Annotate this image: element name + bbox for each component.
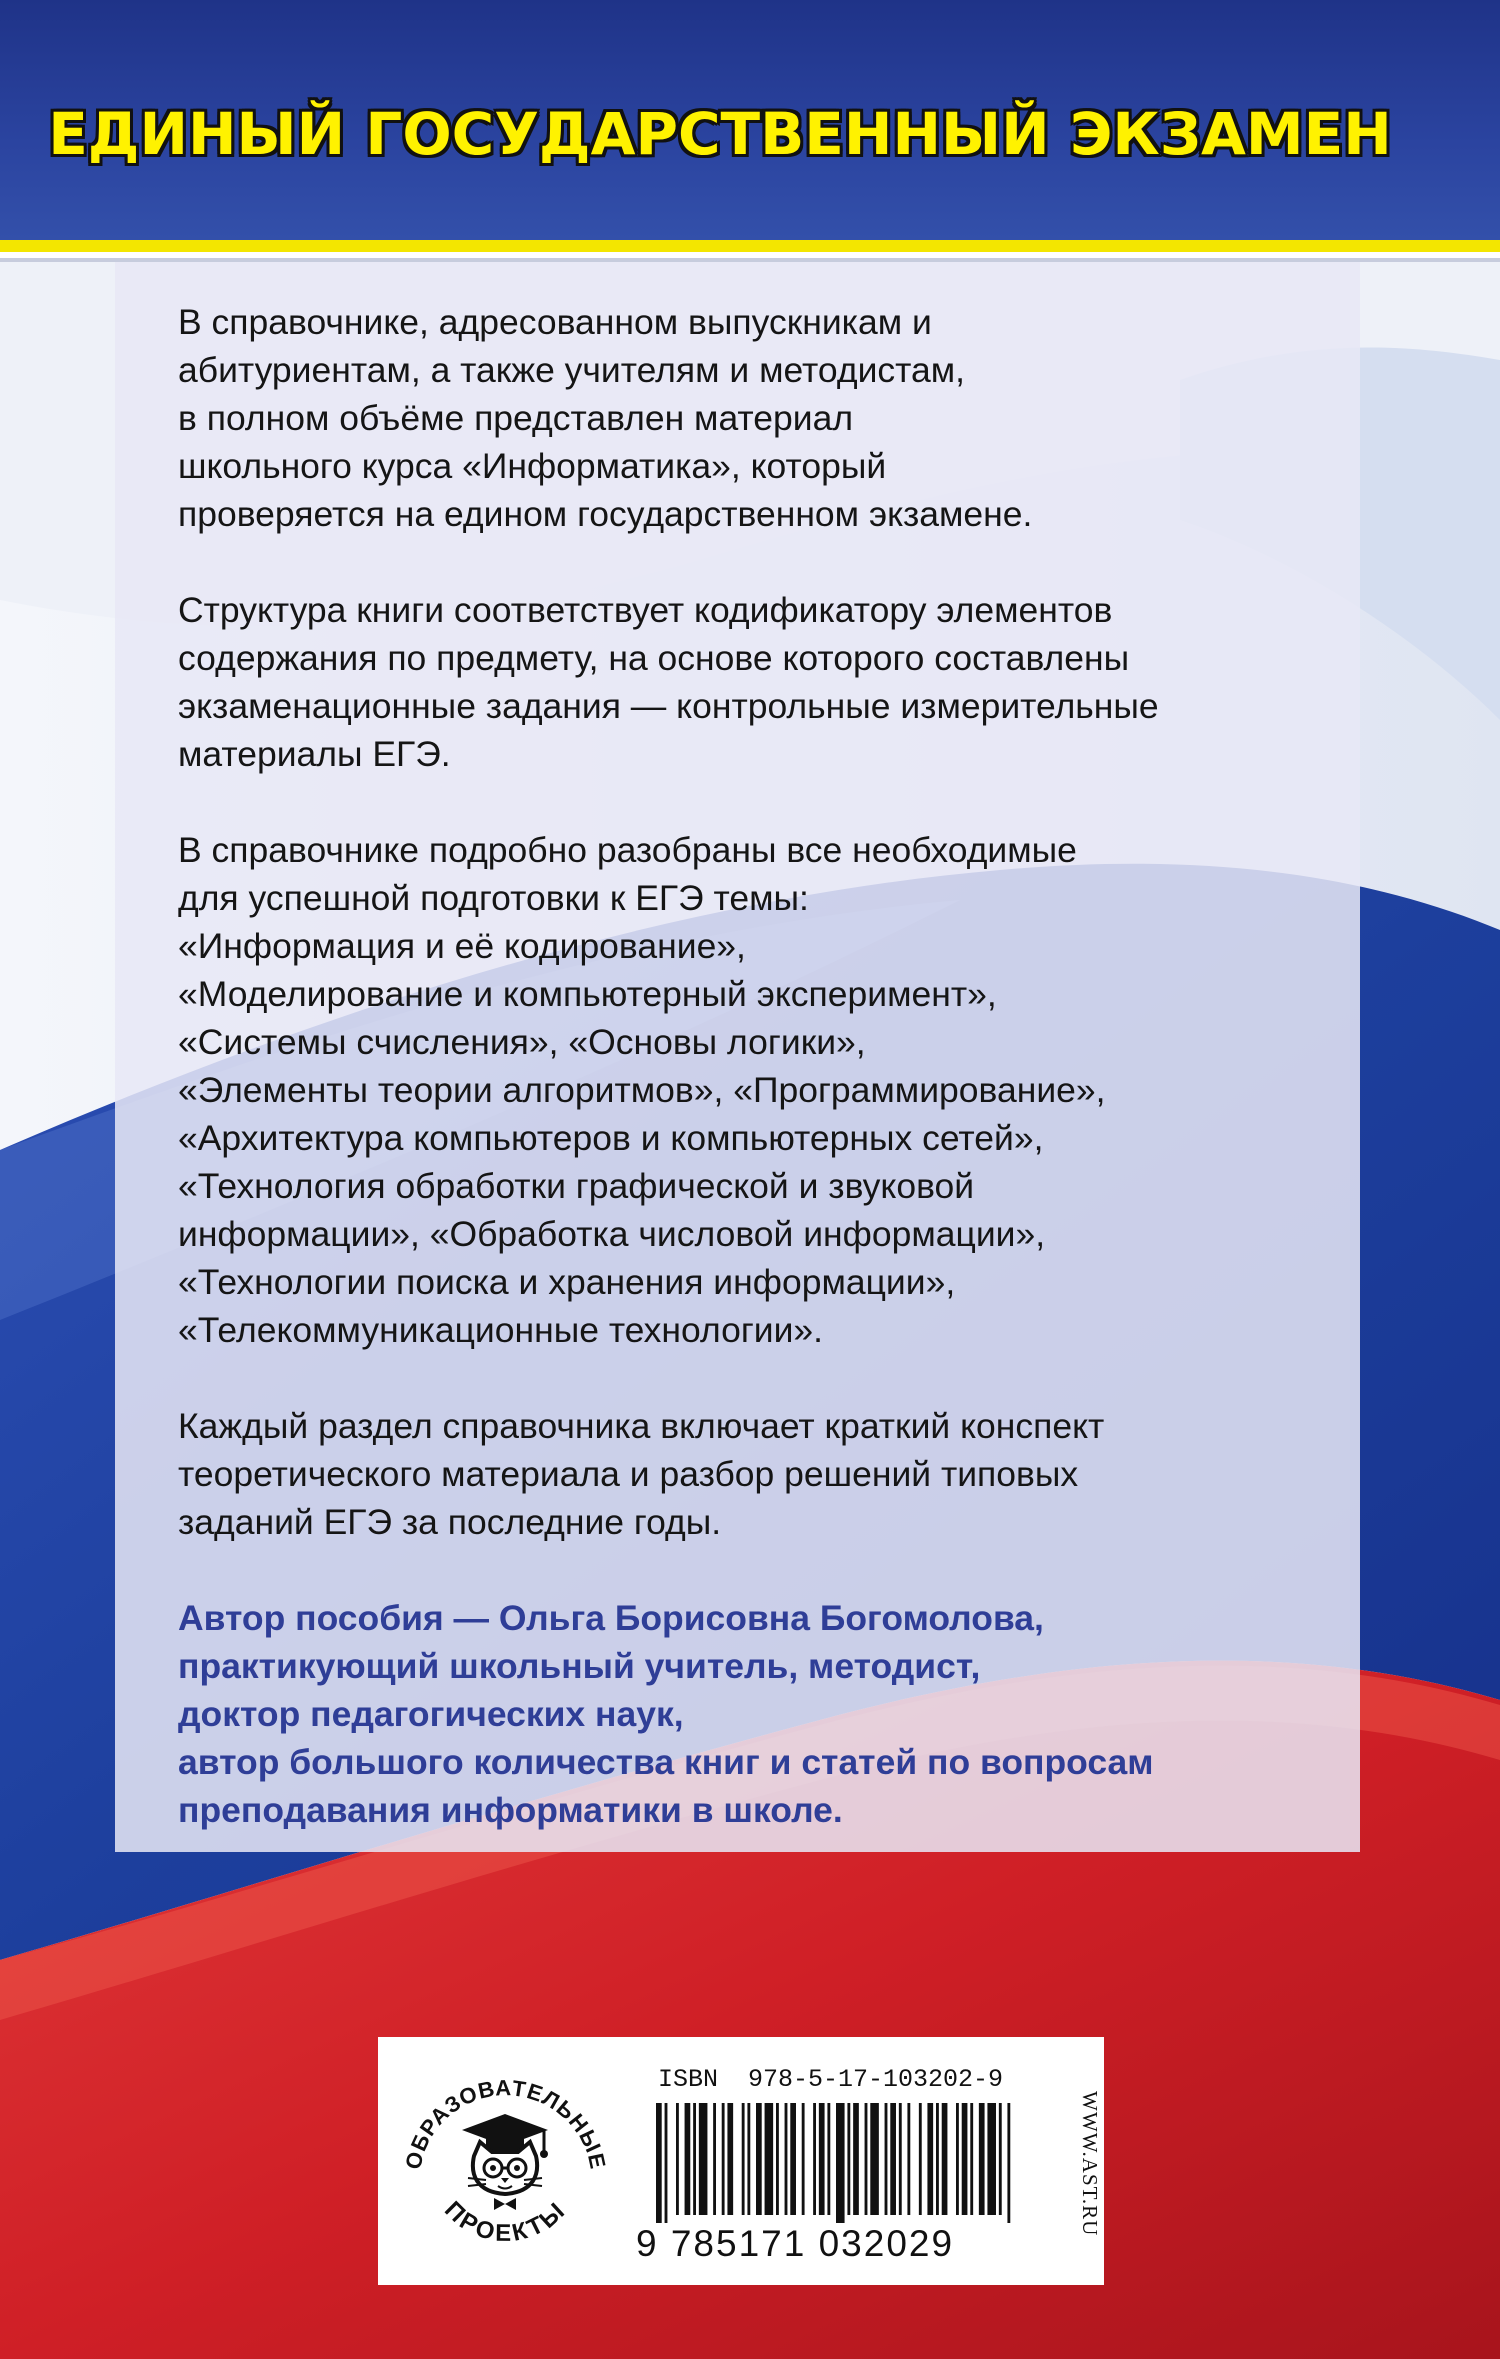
text-line: «Элементы теории алгоритмов», «Программирование», bbox=[178, 1070, 1106, 1110]
barcode-bar bbox=[919, 2103, 922, 2215]
text-line: Каждый раздел справочника включает краткий конспект bbox=[178, 1406, 1105, 1446]
text-line: для успешной подготовки к ЕГЭ темы: bbox=[178, 878, 809, 918]
text-line: «Телекоммуникационные технологии». bbox=[178, 1310, 824, 1350]
author-line: преподавания информатики в школе. bbox=[178, 1790, 843, 1830]
logo-arc-bottom-text: ПРОЕКТЫ bbox=[439, 2195, 573, 2248]
barcode-digits: 9 785171 032029 bbox=[636, 2223, 955, 2264]
barcode-bar bbox=[676, 2103, 679, 2215]
author-line: автор большого количества книг и статей по вопросам bbox=[178, 1742, 1154, 1782]
barcode-bar bbox=[942, 2103, 948, 2215]
barcode-bar bbox=[776, 2103, 779, 2215]
isbn-label: ISBN 978-5-17-103202-9 bbox=[658, 2065, 1004, 2094]
text-line: материалы ЕГЭ. bbox=[178, 734, 451, 774]
text-line: экзаменационные задания — контрольные измерительные bbox=[178, 686, 1159, 726]
barcode-bar bbox=[899, 2103, 902, 2215]
barcode-bar bbox=[987, 2103, 996, 2215]
barcode-bar bbox=[819, 2103, 825, 2215]
text-line: «Технологии поиска и хранения информации», bbox=[178, 1262, 956, 1302]
barcode-bar bbox=[722, 2103, 725, 2215]
text-line: «Архитектура компьютеров и компьютерных сетей», bbox=[178, 1118, 1044, 1158]
barcode-bar bbox=[747, 2103, 750, 2215]
text-line: теоретического материала и разбор решений типовых bbox=[178, 1454, 1079, 1494]
barcode-bar bbox=[727, 2103, 733, 2215]
barcode-bar bbox=[999, 2103, 1002, 2215]
barcode-bar bbox=[962, 2103, 968, 2215]
text-line: в полном объёме представлен материал bbox=[178, 398, 854, 438]
barcode-bar bbox=[813, 2103, 816, 2215]
text-line: «Моделирование и компьютерный эксперимент», bbox=[178, 974, 997, 1014]
barcode-bar bbox=[742, 2103, 745, 2215]
text-line: проверяется на едином государственном экзамене. bbox=[178, 494, 1033, 534]
barcode-bar bbox=[665, 2103, 668, 2223]
logo-arc-top-text: ОБРАЗОВАТЕЛЬНЫЕ bbox=[400, 2075, 611, 2172]
text-line: «Технология обработки графической и звуковой bbox=[178, 1166, 975, 1206]
svg-text:ПРОЕКТЫ bbox=[439, 2196, 572, 2247]
paragraph-sections bbox=[178, 1402, 1328, 1546]
text-line: «Информация и её кодирование», bbox=[178, 926, 746, 966]
publisher-logo bbox=[398, 2052, 613, 2272]
paragraph-intro bbox=[178, 298, 1328, 538]
barcode-bar bbox=[970, 2103, 973, 2215]
barcode-bar bbox=[979, 2103, 985, 2215]
paragraph-structure bbox=[178, 586, 1328, 778]
barcode-bar bbox=[865, 2103, 868, 2215]
text-line: заданий ЕГЭ за последние годы. bbox=[178, 1502, 722, 1542]
author-line: Автор пособия — Ольга Борисовна Богомолова, bbox=[178, 1598, 1044, 1638]
website-url: WWW.AST.RU bbox=[1078, 2091, 1102, 2237]
barcode-bar bbox=[885, 2103, 888, 2215]
text-line: школьного курса «Информатика», который bbox=[178, 446, 887, 486]
barcode-bar bbox=[693, 2103, 696, 2215]
barcode-bar bbox=[656, 2103, 662, 2223]
description-text bbox=[178, 298, 1328, 1882]
barcode-bar bbox=[956, 2103, 959, 2215]
barcode-bar bbox=[870, 2103, 879, 2215]
author-line: доктор педагогических наук, bbox=[178, 1694, 684, 1734]
barcode-bar bbox=[836, 2103, 845, 2223]
barcode-bar bbox=[1007, 2103, 1010, 2223]
barcode-bar bbox=[802, 2103, 805, 2215]
text-line: В справочнике, адресованном выпускникам и bbox=[178, 302, 932, 342]
barcode-bar bbox=[853, 2103, 859, 2215]
barcode-bar bbox=[699, 2103, 708, 2215]
barcode-bar bbox=[890, 2103, 896, 2215]
isbn-block bbox=[378, 2037, 1104, 2285]
series-title: ЕДИНЫЙ ГОСУДАРСТВЕННЫЙ ЭКЗАМЕН bbox=[48, 100, 1392, 168]
text-line: абитуриентам, а также учителям и методистам, bbox=[178, 350, 966, 390]
barcode-bar bbox=[936, 2103, 939, 2215]
text-line: содержания по предмету, на основе которого составлены bbox=[178, 638, 1130, 678]
barcode-bar bbox=[713, 2103, 716, 2215]
barcode-bar bbox=[790, 2103, 796, 2215]
text-line: «Системы счисления», «Основы логики», bbox=[178, 1022, 866, 1062]
paragraph-topics bbox=[178, 826, 1328, 1354]
text-line: В справочнике подробно разобраны все необходимые bbox=[178, 830, 1077, 870]
barcode-bar bbox=[927, 2103, 933, 2215]
barcode-bar bbox=[827, 2103, 830, 2215]
author-info bbox=[178, 1594, 1328, 1834]
barcode-bar bbox=[685, 2103, 691, 2215]
barcode-bar bbox=[765, 2103, 774, 2215]
barcode-bar bbox=[907, 2103, 910, 2215]
barcode-bar bbox=[785, 2103, 788, 2215]
text-line: информации», «Обработка числовой информации», bbox=[178, 1214, 1046, 1254]
author-line: практикующий школьный учитель, методист, bbox=[178, 1646, 981, 1686]
barcode-bar bbox=[756, 2103, 762, 2215]
barcode-bar bbox=[847, 2103, 850, 2215]
text-line: Структура книги соответствует кодификатору элементов bbox=[178, 590, 1113, 630]
cat-in-graduation-cap-icon bbox=[462, 2114, 548, 2210]
barcode bbox=[656, 2103, 1016, 2223]
